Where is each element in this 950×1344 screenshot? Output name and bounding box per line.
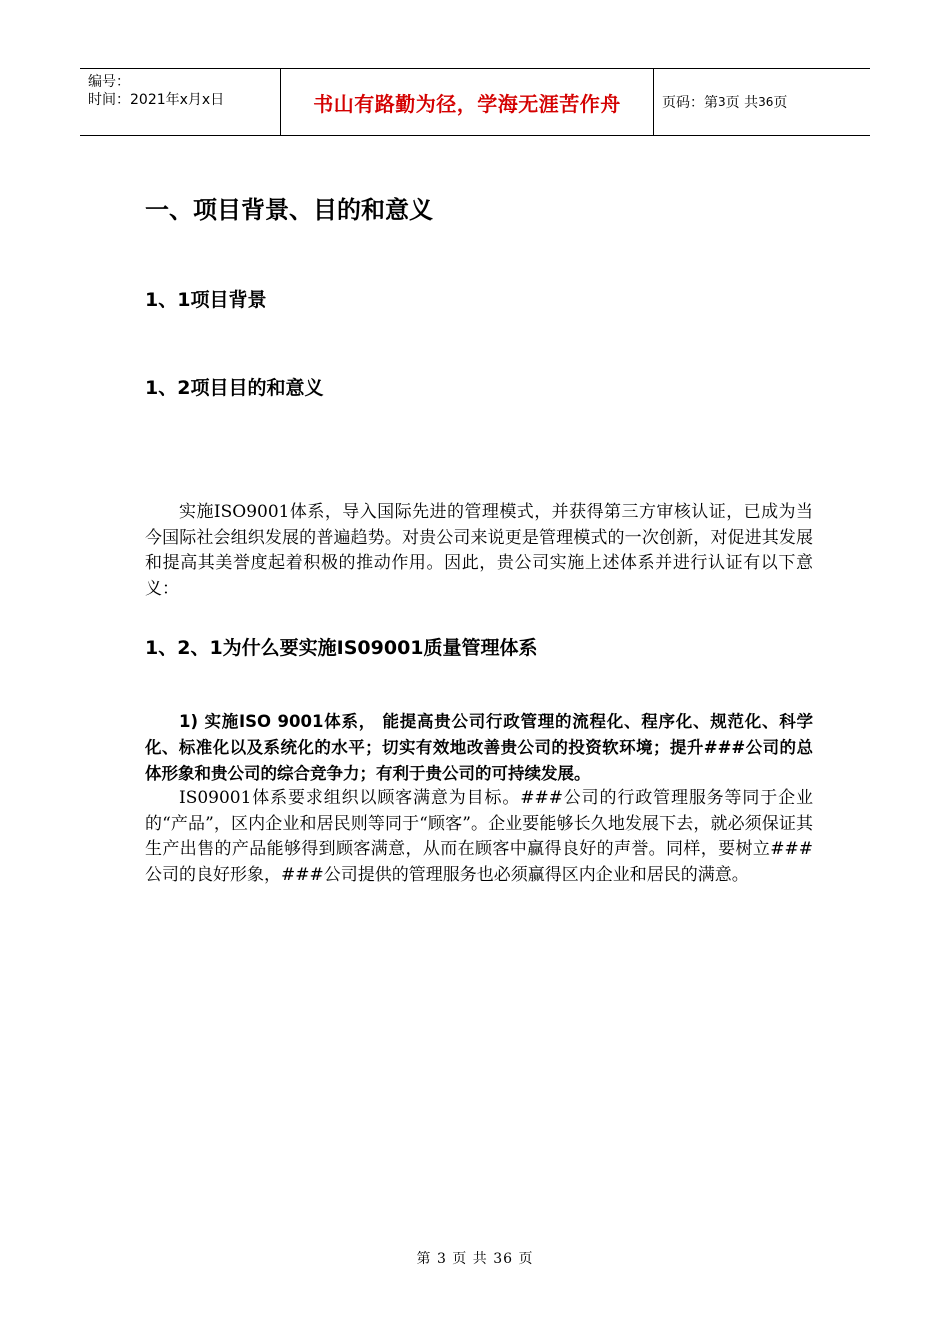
header-page-cell xyxy=(654,69,870,135)
subsection-heading-purpose: 1、2项目目的和意义 xyxy=(145,377,324,399)
document-code-label: 编号： xyxy=(88,74,130,90)
customer-satisfaction-paragraph: IS09001体系要求组织以顾客满意为目标。###公司的行政管理服务等同于企业的“产品”，区内企业和居民则等同于“顾客”。企业要能够长久地发展下去，就必须保证其生产出售的产品能够得到顾客满意，从而在顾客中赢得良好的声誉。同样，要树立###公司的良好形象，###公司提供的管理服务也必须赢得区内企业和居民的满意。 xyxy=(145,788,813,885)
header-info-cell xyxy=(80,69,281,135)
header-motto: 书山有路勤为径，学海无涯苦作舟 xyxy=(313,91,621,116)
page-total: 36 xyxy=(758,95,774,109)
document-date-label: 时间：2021年x月x日 xyxy=(88,92,225,108)
document-header xyxy=(80,68,870,136)
benefit-paragraph: 1) 实施ISO 9001体系， 能提高贵公司行政管理的流程化、程序化、规范化、科学化、标准化以及系统化的水平；切实有效地改善贵公司的投资软环境；提升###公司的总体形象和贵公司的综合竞争力；有利于贵公司的可持续发展。 xyxy=(145,712,813,783)
page-current: 3 xyxy=(718,95,726,109)
subsection-heading-why-iso: 1、2、1为什么要实施IS09001质量管理体系 xyxy=(145,637,538,659)
page-label-suffix: 页 xyxy=(773,95,788,111)
page-label-prefix: 页码：第 xyxy=(662,95,718,111)
page-label-mid: 页 共 xyxy=(725,95,759,111)
section-heading-main: 一、项目背景、目的和意义 xyxy=(145,196,433,224)
subsection-heading-background: 1、1项目背景 xyxy=(145,289,267,311)
intro-paragraph: 实施ISO9001体系，导入国际先进的管理模式，并获得第三方审核认证，已成为当今国际社会组织发展的普遍趋势。对贵公司来说更是管理模式的一次创新，对促进其发展和提高其美誉度起着积极的推动作用。因此，贵公司实施上述体系并进行认证有以下意义： xyxy=(145,502,813,599)
page-footer: 第 3 页 共 36 页 xyxy=(416,1251,534,1267)
header-motto-cell xyxy=(281,69,654,135)
